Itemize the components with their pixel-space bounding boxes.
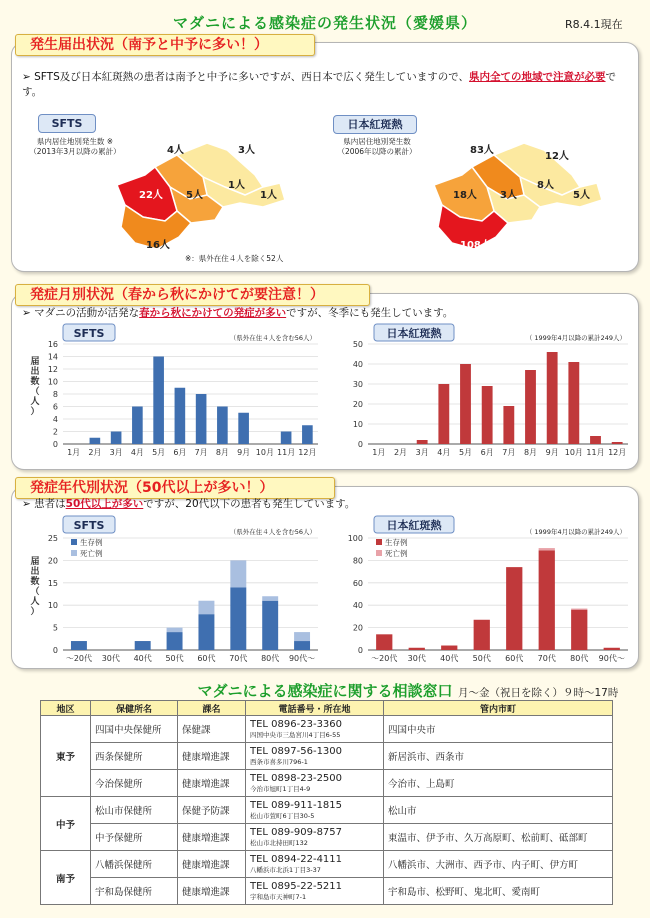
x-tick-label: 4月 — [437, 448, 451, 457]
bar-value — [438, 384, 449, 444]
legend-swatch — [376, 550, 382, 556]
office-name: 八幡浜保健所 — [91, 851, 178, 878]
y-tick-label: 2 — [52, 427, 58, 437]
y-tick-label: 14 — [47, 352, 58, 362]
chart-title: 日本紅斑熱 — [386, 519, 442, 532]
office-name: 中予保健所 — [91, 824, 178, 851]
region-nanyo: 南予 — [41, 851, 91, 905]
x-tick-label: 30代 — [407, 654, 426, 663]
address: 八幡浜市北浜1丁目3-37 — [250, 866, 321, 874]
x-tick-label: 12月 — [608, 448, 627, 457]
legend-label: 死亡例 — [80, 549, 103, 558]
map-jsf-tag: 日本紅斑熱 — [333, 115, 417, 134]
map-sfts-label-e: 1人 — [228, 180, 245, 191]
table-row — [41, 851, 613, 878]
section2-bullet: ➢ マダニの活動が活発な春から秋にかけての発症が多いですが、冬季にも発生しています。 — [22, 307, 454, 319]
x-tick-label: 8月 — [523, 448, 538, 457]
y-tick-label: 10 — [352, 420, 363, 429]
table-row — [41, 716, 613, 743]
bar-series0 — [262, 601, 278, 650]
tel-number[interactable]: TEL 0897-56-1300 — [250, 746, 343, 757]
col-area: 管内市町 — [384, 701, 613, 716]
bar-value — [503, 406, 514, 444]
y-axis-label: 届出数（人） — [30, 557, 40, 617]
chart-title: 日本紅斑熱 — [386, 327, 442, 340]
x-tick-label: 70代 — [537, 654, 556, 663]
area-cell: 宇和島市、松野町、鬼北町、愛南町 — [384, 878, 613, 905]
section3-title: 発症年代別状況（50代以上が多い！） — [15, 477, 335, 499]
chart-note: （ 1999年4月以降の累計249人） — [525, 528, 626, 536]
table-row — [41, 797, 613, 824]
dept-name: 保健予防課 — [178, 797, 246, 824]
map-jsf-label-c: 18人 — [453, 190, 477, 201]
tel-cell — [246, 797, 384, 824]
y-tick-label: 4 — [52, 415, 58, 424]
bar-series0 — [474, 620, 490, 650]
x-tick-label: 11月 — [277, 448, 296, 457]
x-tick-label: 5月 — [458, 448, 473, 457]
bar-series0 — [198, 614, 214, 650]
y-tick-label: 12 — [47, 365, 58, 374]
map-sfts-note: 県内居住地別発生数 ※ （2013年3月以降の累計） — [29, 137, 121, 156]
bar-value — [460, 364, 471, 444]
y-tick-label: 8 — [52, 390, 58, 399]
bar-series1 — [539, 548, 555, 550]
dept-name: 健康増進課 — [178, 770, 246, 797]
map-sfts-label-g: 16人 — [146, 240, 170, 251]
bar-series0 — [441, 646, 457, 650]
section1-bullet: ➢ SFTS及び日本紅斑熱の患者は南予と中予に多いですが、西日本で広く発生していますので、県内全ての地域で注意が必要です。 — [22, 71, 617, 98]
x-tick-label: 12月 — [298, 448, 317, 457]
legend-label: 死亡例 — [385, 549, 408, 558]
consult-title: マダニによる感染症に関する相談窓口 — [197, 682, 453, 700]
bar-series1 — [571, 609, 587, 610]
dept-name: 健康増進課 — [178, 743, 246, 770]
map-sfts-label-b: 3人 — [238, 145, 255, 156]
section2-title: 発症月別状況（春から秋にかけてが要注意！） — [15, 284, 370, 306]
x-tick-label: 70代 — [229, 654, 248, 663]
bar-series0 — [135, 641, 151, 650]
chart-monthly-jsf — [330, 322, 635, 470]
table-row — [41, 770, 613, 797]
x-tick-label: 10月 — [564, 448, 583, 457]
map-footnote: ※：県外在住４人を除く52人 — [185, 254, 284, 263]
map-jsf-label-a: 83人 — [470, 145, 494, 156]
x-tick-label: 1月 — [372, 448, 386, 457]
map-jsf-label-f: 5人 — [573, 190, 590, 201]
dept-name: 保健課 — [178, 716, 246, 743]
x-tick-label: 4月 — [130, 448, 144, 457]
legend-label: 生存例 — [80, 538, 103, 547]
col-office: 保健所名 — [91, 701, 178, 716]
bar-series0 — [571, 610, 587, 650]
y-tick-label: 20 — [352, 623, 363, 633]
dept-name: 健康増進課 — [178, 824, 246, 851]
x-tick-label: 2月 — [88, 448, 102, 457]
y-tick-label: 0 — [52, 646, 58, 655]
x-tick-label: 50代 — [165, 654, 184, 663]
chart-age-jsf — [330, 514, 635, 669]
col-region: 地区 — [41, 701, 91, 716]
bar-value — [132, 407, 143, 445]
y-tick-label: 10 — [47, 601, 58, 611]
map-jsf-label-d: 3人 — [500, 190, 517, 201]
x-tick-label: 7月 — [194, 448, 208, 457]
y-tick-label: 16 — [47, 340, 58, 349]
x-tick-label: 60代 — [197, 654, 216, 663]
tel-cell — [246, 743, 384, 770]
table-row — [41, 743, 613, 770]
dept-name: 健康増進課 — [178, 878, 246, 905]
bar-value — [547, 352, 558, 444]
col-dept: 課名 — [178, 701, 246, 716]
x-tick-label: 10月 — [255, 448, 274, 457]
bar-series0 — [376, 634, 392, 650]
bar-value — [612, 442, 623, 444]
x-tick-label: 1月 — [67, 448, 81, 457]
table-row — [41, 824, 613, 851]
y-tick-label: 50 — [352, 340, 363, 349]
x-tick-label: 80代 — [570, 654, 589, 663]
address: 今治市旭町1丁目4-9 — [250, 785, 311, 793]
map-sfts-label-c: 22人 — [139, 190, 163, 201]
map-jsf-note: 県内居住地別発生数 （2006年以降の累計） — [337, 137, 417, 156]
consult-table — [40, 700, 613, 905]
bar-value — [90, 438, 101, 444]
x-tick-label: 40代 — [440, 654, 459, 663]
bar-series0 — [71, 641, 87, 650]
address: 西条市喜多川796-1 — [250, 758, 308, 766]
bar-series0 — [604, 648, 620, 650]
x-tick-label: 9月 — [237, 448, 251, 457]
x-tick-label: 40代 — [133, 654, 152, 663]
tel-number[interactable]: TEL 0894-22-4111 — [250, 854, 343, 865]
bar-value — [302, 425, 313, 444]
col-tel: 電話番号・所在地 — [246, 701, 384, 716]
x-tick-label: 3月 — [109, 448, 123, 457]
y-tick-label: 40 — [352, 360, 363, 369]
bar-value — [111, 432, 122, 445]
bar-value — [417, 440, 428, 444]
y-tick-label: 5 — [52, 623, 58, 633]
y-tick-label: 30 — [352, 380, 363, 389]
y-tick-label: 0 — [357, 646, 363, 655]
map-jsf-label-e: 8人 — [537, 180, 554, 191]
bar-series0 — [539, 550, 555, 650]
y-tick-label: 15 — [47, 578, 58, 588]
consult-hours: 月～金（祝日を除く）９時～17時 — [458, 687, 619, 699]
tel-number[interactable]: TEL 089-909-8757 — [250, 827, 343, 838]
bar-value — [196, 394, 207, 444]
dept-name: 健康増進課 — [178, 851, 246, 878]
map-sfts-label-d: 5人 — [186, 190, 203, 201]
y-tick-label: 20 — [47, 556, 58, 566]
y-tick-label: 80 — [352, 556, 363, 566]
area-cell: 八幡浜市、大洲市、西予市、内子町、伊方町 — [384, 851, 613, 878]
x-tick-label: 9月 — [545, 448, 559, 457]
bar-value — [568, 362, 579, 444]
address: 宇和島市天神町7-1 — [250, 893, 307, 901]
x-tick-label: 5月 — [152, 448, 166, 457]
chart-title: SFTS — [73, 327, 105, 340]
section3-bullet: ➢ 患者は50代以上が多いですが、20代以下の患者も発生しています。 — [22, 498, 356, 510]
x-tick-label: 90代～ — [598, 654, 625, 663]
x-tick-label: 3月 — [415, 448, 429, 457]
chart-age-sfts — [25, 514, 325, 669]
tel-number[interactable]: TEL 0896-23-3360 — [250, 719, 343, 730]
bar-series1 — [262, 596, 278, 600]
x-tick-label: 11月 — [586, 448, 605, 457]
bar-series1 — [198, 601, 214, 614]
area-cell: 東温市、伊予市、久万高原町、松前町、砥部町 — [384, 824, 613, 851]
office-name: 宇和島保健所 — [91, 878, 178, 905]
chart-note: （県外在住４人を含む56人） — [229, 528, 316, 536]
section1-title: 発生届出状況（南予と中予に多い！） — [15, 34, 315, 56]
bar-series0 — [409, 648, 425, 650]
table-header-row — [41, 701, 613, 716]
y-tick-label: 0 — [52, 440, 58, 449]
tel-cell — [246, 878, 384, 905]
chart-title: SFTS — [73, 519, 105, 532]
y-tick-label: 60 — [352, 578, 363, 588]
legend-label: 生存例 — [385, 538, 408, 547]
chart-monthly-sfts — [25, 322, 325, 470]
map-jsf-label-b: 12人 — [545, 151, 569, 162]
y-tick-label: 100 — [347, 534, 363, 543]
x-tick-label: 60代 — [505, 654, 524, 663]
y-tick-label: 0 — [357, 440, 363, 449]
map-sfts-label-f: 1人 — [260, 190, 277, 201]
y-tick-label: 25 — [47, 534, 58, 543]
x-tick-label: 50代 — [472, 654, 491, 663]
bar-value — [217, 407, 228, 445]
tel-cell — [246, 770, 384, 797]
address: 松山市北持田町132 — [250, 839, 308, 847]
region-toyo: 東予 — [41, 716, 91, 797]
office-name: 四国中央保健所 — [91, 716, 178, 743]
tel-number[interactable]: TEL 0898-23-2500 — [250, 773, 343, 784]
bar-series1 — [230, 560, 246, 587]
chart-note: （県外在住４人を含む56人） — [229, 334, 316, 342]
x-tick-label: ～20代 — [65, 654, 93, 663]
x-tick-label: 30代 — [101, 654, 120, 663]
bar-series0 — [294, 641, 310, 650]
y-tick-label: 20 — [352, 400, 363, 409]
tel-cell — [246, 716, 384, 743]
as-of-date: R8.4.1現在 — [565, 18, 623, 31]
office-name: 西条保健所 — [91, 743, 178, 770]
y-tick-label: 10 — [47, 377, 58, 387]
tel-number[interactable]: TEL 089-911-1815 — [250, 800, 343, 811]
bar-value — [525, 370, 536, 444]
legend-swatch — [71, 539, 77, 545]
tel-cell — [246, 851, 384, 878]
address: 四国中央市三島宮川4丁目6-55 — [250, 731, 341, 739]
area-cell: 今治市、上島町 — [384, 770, 613, 797]
x-tick-label: 6月 — [480, 448, 494, 457]
area-cell: 四国中央市 — [384, 716, 613, 743]
bar-series0 — [230, 587, 246, 650]
bar-value — [590, 436, 601, 444]
page-title: マダニによる感染症の発生状況（愛媛県） — [172, 14, 477, 32]
y-axis-label: 届出数（人） — [30, 357, 40, 417]
y-tick-label: 40 — [352, 601, 363, 611]
area-cell: 新居浜市、西条市 — [384, 743, 613, 770]
region-chuyo: 中予 — [41, 797, 91, 851]
y-tick-label: 6 — [52, 402, 58, 412]
address: 松山市萱町6丁目30-5 — [250, 812, 315, 820]
tel-number[interactable]: TEL 0895-22-5211 — [250, 881, 343, 892]
office-name: 松山市保健所 — [91, 797, 178, 824]
x-tick-label: 7月 — [502, 448, 516, 457]
x-tick-label: 2月 — [393, 448, 408, 457]
bar-series1 — [167, 628, 183, 632]
map-sfts-tag: SFTS — [38, 114, 96, 133]
chart-note: （ 1999年4月以降の累計249人） — [525, 334, 626, 342]
bar-series1 — [294, 632, 310, 641]
tel-cell — [246, 824, 384, 851]
x-tick-label: 80代 — [261, 654, 280, 663]
legend-swatch — [71, 550, 77, 556]
bar-value — [482, 386, 493, 444]
x-tick-label: ～20代 — [371, 654, 398, 663]
area-cell: 松山市 — [384, 797, 613, 824]
x-tick-label: 8月 — [215, 448, 229, 457]
x-tick-label: 6月 — [173, 448, 187, 457]
table-row — [41, 878, 613, 905]
map-sfts-label-a: 4人 — [167, 145, 184, 156]
bar-series0 — [506, 567, 522, 650]
legend-swatch — [376, 539, 382, 545]
bar-value — [238, 413, 249, 444]
map-jsf-label-g: 108人 — [460, 240, 491, 251]
bar-series0 — [167, 632, 183, 650]
bar-value — [175, 388, 186, 444]
office-name: 今治保健所 — [91, 770, 178, 797]
x-tick-label: 90代～ — [288, 654, 316, 663]
bar-value — [153, 357, 164, 445]
bar-value — [281, 432, 292, 445]
